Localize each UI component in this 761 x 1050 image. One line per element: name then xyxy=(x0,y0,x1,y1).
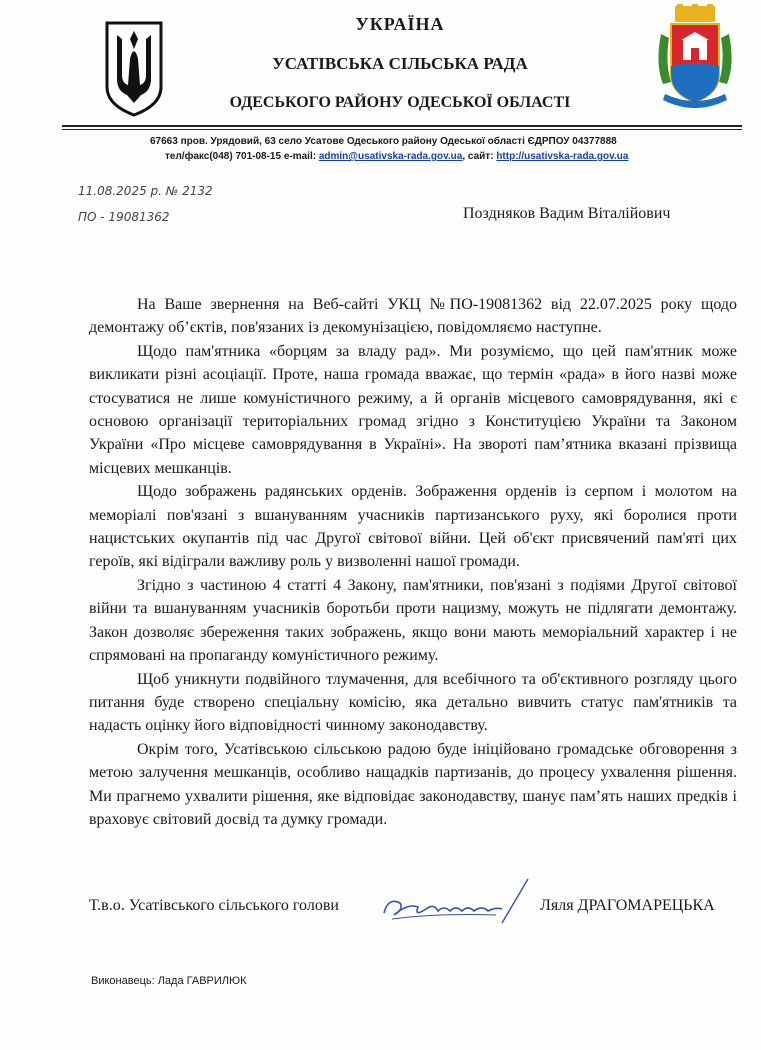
registration-date-number: 11.08.2025 р. № 2132 xyxy=(78,184,213,198)
handwritten-signature-icon xyxy=(378,873,538,933)
paragraph-commission: Щоб уникнути подвійного тлумачення, для всебічного та об'єктивного розгляду цього питання буде створено спеціальну комісію, яка детально вивчить статус пам'ятників та надасть оцінку його відповідності чинному законодавству. xyxy=(89,670,737,735)
paragraph-orders: Щодо зображень радянських орденів. Зображення орденів із серпом і молотом на меморіалі пов'язані з вшануванням учасників партизанського руху, які боролися проти нацистських окупантів під час Другої світової війни. Цей об'єкт присвячений пам'яті цих героїв, які відіграли важливу роль у визволенні нашої громади. xyxy=(89,483,737,571)
registration-reference: ПО - 19081362 xyxy=(78,210,170,224)
signatory-name: Ляля ДРАГОМАРЕЦЬКА xyxy=(540,897,715,914)
addressee-name: Поздняков Вадим Віталійович xyxy=(463,205,671,222)
header-divider xyxy=(62,125,742,127)
paragraph-discussion: Окрім того, Усатівською сільською радою буде ініційовано громадське обговорення з метою залучення мешканців, особливо нащадків партизанів, до процесу ухвалення рішення. Ми прагнемо ухвалити рішення, яке відповідає законодавству, шанує пам’ять наших предків і враховує світовий досвід та думку громади. xyxy=(89,740,737,828)
trident-coat-of-arms-icon xyxy=(103,17,165,117)
paragraph-intro: На Ваше звернення на Веб-сайті УКЦ №ПО-19081362 від 22.07.2025 року щодо демонтажу об’єктів, пов'язаних із декомунізацією, повідомляємо наступне. xyxy=(89,296,737,337)
contact-line xyxy=(165,151,745,162)
phone-text: тел/факс(048) 701-08-15 e-mail: xyxy=(165,151,319,162)
letter-body xyxy=(89,293,737,831)
executor-line: Виконавець: Лада ГАВРИЛЮК xyxy=(91,975,247,987)
council-title: УСАТІВСЬКА СІЛЬСЬКА РАДА xyxy=(272,54,528,73)
address-line: 67663 пров. Урядовий, 63 село Усатове Одеського району Одеської області ЄДРПОУ 04377888 xyxy=(150,136,617,147)
email-link[interactable]: admin@usativska-rada.gov.ua xyxy=(318,151,463,162)
country-title: УКРАЇНА xyxy=(355,14,445,34)
paragraph-monument: Щодо пам'ятника «борцям за владу рад». Ми розуміємо, що цей пам'ятник може викликати різні асоціації. Проте, наша громада вважає, що термін «рада» в його назві може стосуватися не лише комуністичного режиму, а й органів місцевого самоврядування, які є основою організації територіальних громад згідно з Конституцією України та Законом України «Про місцеве самоврядування в Україні». На звороті пам’ятника вказані прізвища місцевих мешканців. xyxy=(89,342,737,477)
website-link[interactable]: http://usativska-rada.gov.ua xyxy=(496,151,629,162)
village-emblem-icon xyxy=(655,4,735,118)
district-title: ОДЕСЬКОГО РАЙОНУ ОДЕСЬКОЇ ОБЛАСТІ xyxy=(229,94,571,111)
site-label: , сайт: xyxy=(462,151,497,162)
header-divider-thin xyxy=(62,129,742,130)
paragraph-law: Згідно з частиною 4 статті 4 Закону, пам'ятники, пов'язані з подіями Другої світової війни та вшануванням учасників боротьби проти нацизму, можуть не підлягати демонтажу. Закон дозволяє збереження таких зображень, якщо вони мають меморіальний характер і не спрямовані на пропаганду комуністичного режиму. xyxy=(89,576,737,665)
signatory-title: Т.в.о. Усатівського сільського голови xyxy=(89,897,339,914)
